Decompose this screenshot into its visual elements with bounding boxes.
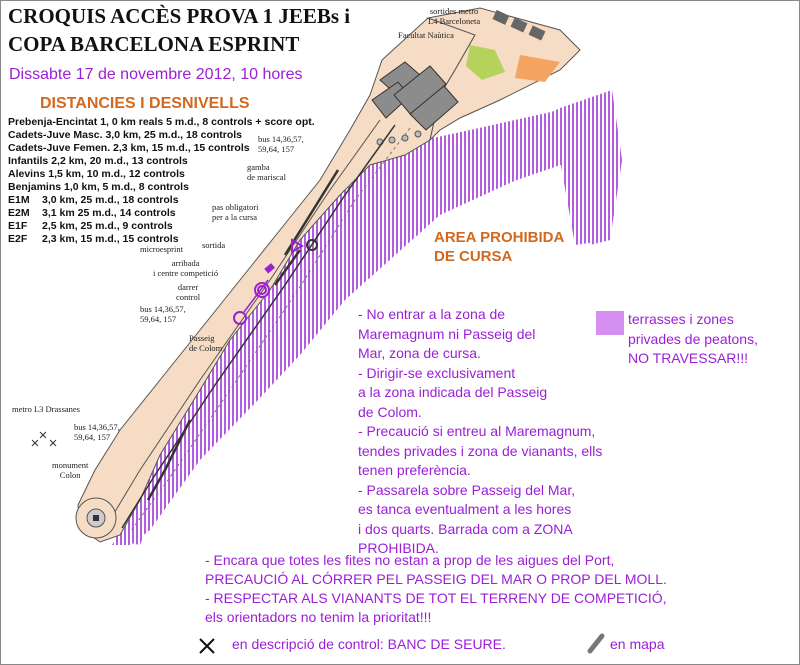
category-detail: 2,5 km, 25 m.d., 9 controls [42,220,173,232]
legend-text: terrasses i zones privades de peatons, NO TRAVESSAR!!! [628,311,758,366]
category-name: Alevins [8,168,46,180]
footer-bench-map: en mapa [610,636,665,652]
category-name: Infantils [8,155,49,167]
rule-line: - Precaució si entreu al Maremagnum, [358,423,596,439]
category-detail: 3,0 km, 25 m.d., 18 controls [42,194,179,206]
category-name: E1M [8,194,30,206]
category-detail: 2,3 km, 15 m.d., 15 controls [42,233,179,245]
label-passeig-colom: Passeig de Colom [189,333,223,353]
rule-line: Mar, zona de cursa. [358,345,481,361]
label-facultat: Facultat Naùtica [398,30,454,40]
category-detail: 1,5 km, 10 m.d., 12 controls [48,168,185,180]
label-pas-obligatori: pas obligatori per a la cursa [212,202,259,222]
footer-bench-description: en descripció de control: BANC DE SEURE. [232,636,506,652]
rule-line: Maremagnum ni Passeig del [358,325,536,342]
title-line-1: CROQUIS ACCÈS PROVA 1 JEEBs i [8,4,351,28]
rule-line: - No entrar a la zona de [358,306,506,322]
note-line: - Encara que totes les fites no estan a prop de les aigues del Port, [205,552,615,568]
note-line: els orientadors no tenim la prioritat!!! [205,609,432,625]
rule-line: i dos quarts. Barrada com a ZONA [358,520,573,537]
event-date: Dissabte 17 de novembre 2012, 10 hores [9,66,303,83]
category-name: E2M [8,207,30,219]
label-arribada: arribada i centre competició [153,258,219,278]
rule-line: PROHIBIDA. [358,540,439,556]
category-name: Cadets-Juve Femen. [8,142,111,154]
category-name: E2F [8,233,28,245]
category-detail: 1,0 km, 5 m.d., 8 controls [64,181,189,193]
label-microesprint: microesprint [140,244,183,254]
rule-line: - Dirigir-se exclusivament [358,364,516,381]
label-bus-top: bus 14,36,57, 59,64, 157 [258,134,304,154]
label-monument-colon: monument Colon [52,460,89,480]
label-metro-l4: sortides metro L4 Barceloneta [428,6,481,26]
category-name: Benjamins [8,181,62,193]
rule-line: es tanca eventualment a les hores [358,501,572,517]
prohibited-area-heading: AREA PROHIBIDA DE CURSA [434,229,565,265]
category-detail: 3,0 km, 25 m.d., 18 controls [105,129,243,141]
category-name: Cadets-Juve Masc. [8,129,103,141]
category-name: E1F [8,220,28,232]
label-gamba: gamba de mariscal [247,162,286,182]
label-darrer-control: darrer control [176,282,201,302]
category-detail: 1, 0 km reals 5 m.d., 8 controls + score opt. [100,116,315,128]
rule-line: - Passarela sobre Passeig del Mar, [358,481,576,498]
distances-heading: DISTANCIES I DESNIVELLS [40,95,250,112]
label-bus-low: bus 14,36,57, 59,64, 157 [74,422,120,442]
category-detail: 2,3 km, 15 m.d., 15 controls [113,142,250,154]
label-sortida: sortida [202,240,226,250]
rule-line: tenen preferència. [358,462,471,478]
rule-line: tendes privades i zona de vianants, ells [358,442,603,459]
category-name: Prebenja-Encintat [8,116,98,128]
note-line: PRECAUCIÓ AL CÓRRER PEL PASSEIG DEL MAR O PROP DEL MOLL. [205,571,667,587]
rule-line: a la zona indicada del Passeig [358,384,548,400]
category-detail: 2,2 km, 20 m.d., 13 controls [51,155,188,167]
rule-line: de Colom. [358,403,422,420]
category-detail: 3,1 km 25 m.d., 14 controls [42,207,176,219]
note-line: - RESPECTAR ALS VIANANTS DE TOT EL TERRENY DE COMPETICIÓ, [205,590,667,606]
label-metro-l3: metro L3 Drassanes [12,404,80,414]
title-line-2: COPA BARCELONA ESPRINT [8,32,300,56]
label-bus-mid: bus 14,36,57, 59,64, 157 [140,304,186,324]
